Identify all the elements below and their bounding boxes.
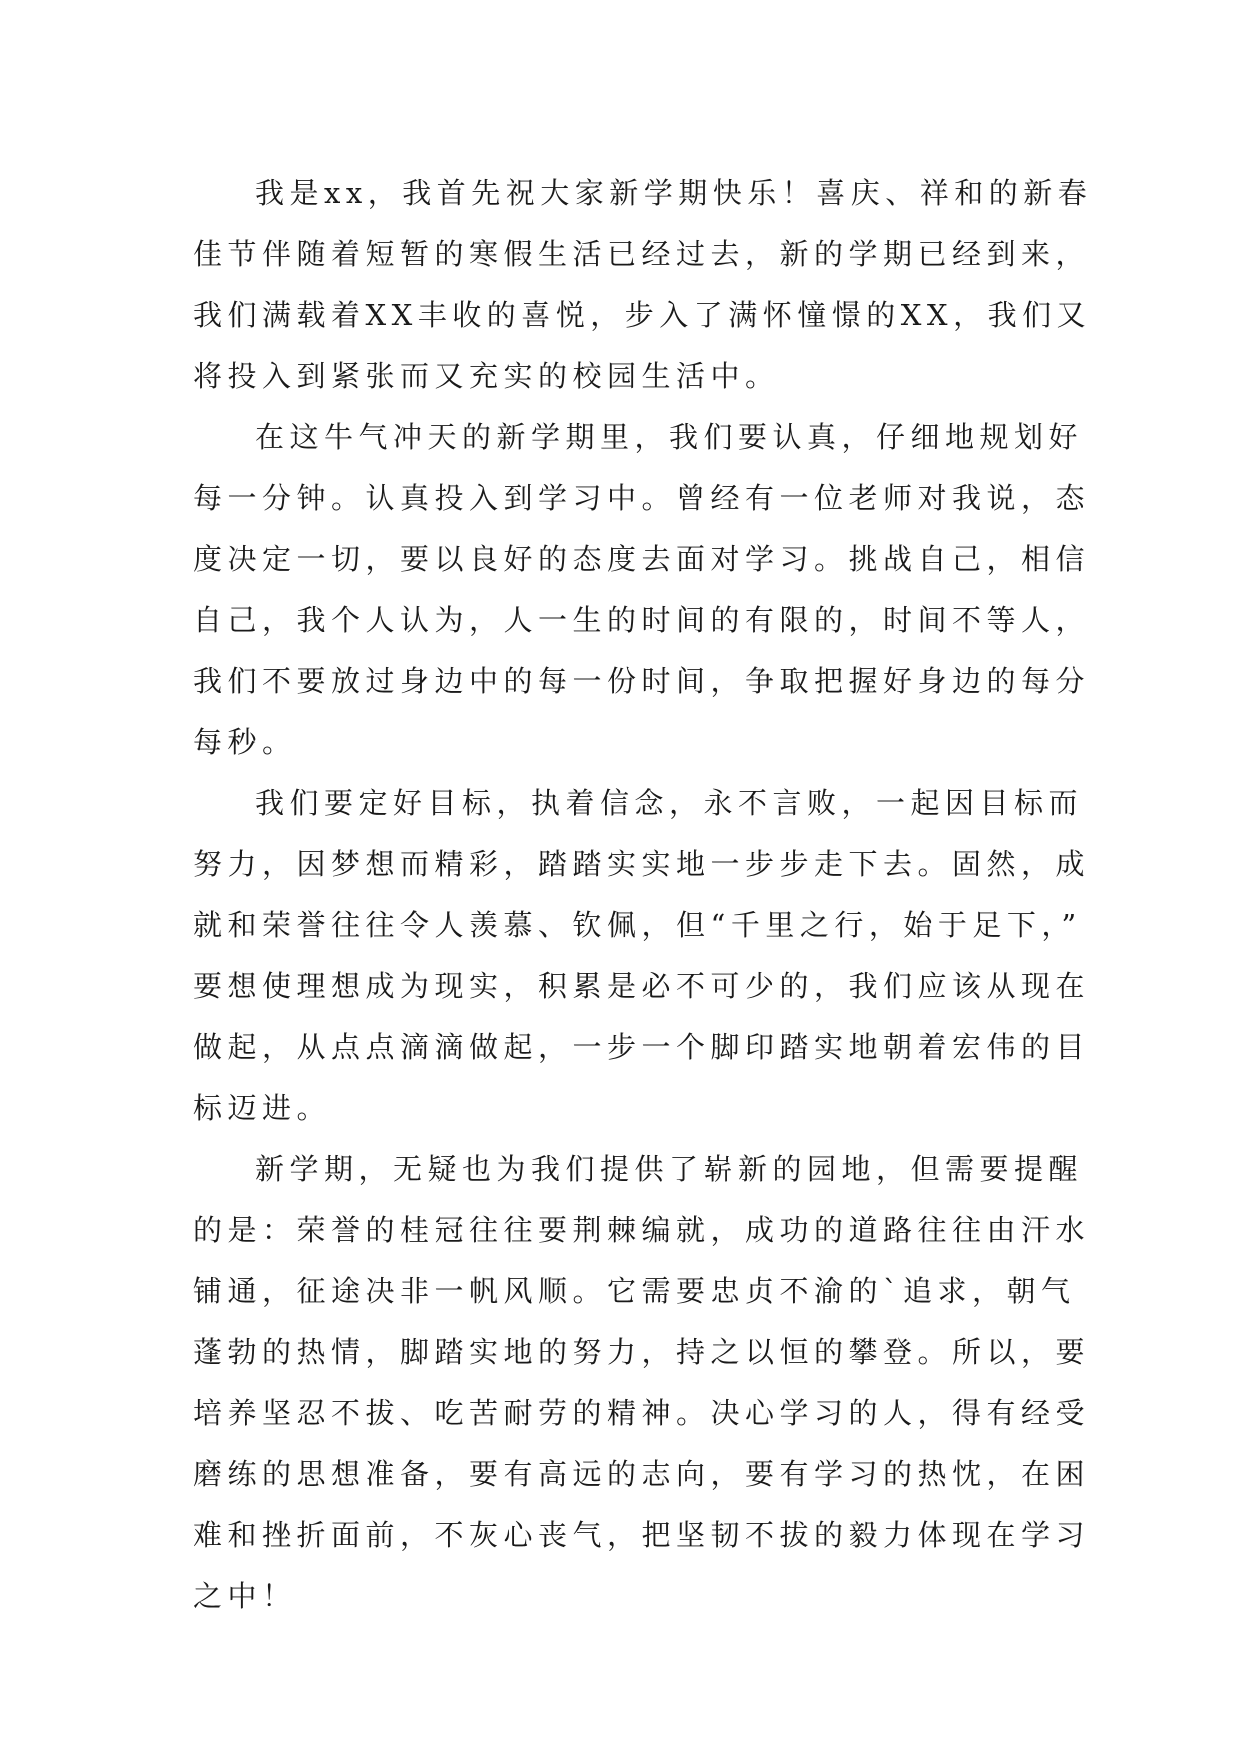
paragraph-line: 自己，我个人认为，人一生的时间的有限的，时间不等人， (193, 603, 1091, 637)
paragraph-line: 度决定一切，要以良好的态度去面对学习。挑战自己，相信 (193, 542, 1091, 576)
document-body (193, 163, 1093, 1627)
paragraph-line: 努力，因梦想而精彩，踏踏实实地一步步走下去。固然，成 (193, 847, 1091, 881)
paragraph-line: 要想使理想成为现实，积累是必不可少的，我们应该从现在 (193, 969, 1091, 1003)
paragraph-line: 做起，从点点滴滴做起，一步一个脚印踏实地朝着宏伟的目 (193, 1030, 1091, 1064)
paragraph-line: 我们满载着XX丰收的喜悦，步入了满怀憧憬的XX，我们又 (193, 298, 1092, 332)
paragraph-line: 在这牛气冲天的新学期里，我们要认真，仔细地规划好 (255, 420, 1084, 454)
paragraph-line: 每一分钟。认真投入到学习中。曾经有一位老师对我说，态 (193, 481, 1091, 515)
paragraph-line: 之中！ (193, 1579, 297, 1613)
paragraph-line: 佳节伴随着短暂的寒假生活已经过去，新的学期已经到来， (193, 237, 1091, 271)
paragraph-line: 我们不要放过身边中的每一份时间，争取把握好身边的每分 (193, 664, 1091, 698)
paragraph-line: 磨练的思想准备，要有高远的志向，要有学习的热忱，在困 (193, 1457, 1091, 1491)
paragraph-1 (193, 163, 1093, 407)
paragraph-line: 我是xx，我首先祝大家新学期快乐！喜庆、祥和的新春 (255, 176, 1093, 210)
paragraph-line: 铺通，征途决非一帆风顺。它需要忠贞不渝的`追求，朝气 (193, 1274, 1076, 1308)
paragraph-line: 新学期，无疑也为我们提供了崭新的园地，但需要提醒 (255, 1152, 1084, 1186)
paragraph-line: 就和荣誉往往令人羡慕、钦佩，但“千里之行，始于足下，” (193, 908, 1082, 942)
paragraph-4 (193, 1139, 1091, 1627)
paragraph-line: 标迈进。 (193, 1091, 332, 1125)
paragraph-2 (193, 407, 1091, 773)
paragraph-line: 蓬勃的热情，脚踏实地的努力，持之以恒的攀登。所以，要 (193, 1335, 1091, 1369)
paragraph-line: 将投入到紧张而又充实的校园生活中。 (193, 359, 780, 393)
paragraph-line: 难和挫折面前，不灰心丧气，把坚韧不拔的毅力体现在学习 (193, 1518, 1091, 1552)
paragraph-line: 培养坚忍不拔、吃苦耐劳的精神。决心学习的人，得有经受 (193, 1396, 1091, 1430)
paragraph-line: 每秒。 (193, 725, 297, 759)
paragraph-line: 我们要定好目标，执着信念，永不言败，一起因目标而 (255, 786, 1084, 820)
paragraph-3 (193, 773, 1091, 1139)
paragraph-line: 的是：荣誉的桂冠往往要荆棘编就，成功的道路往往由汗水 (193, 1213, 1091, 1247)
